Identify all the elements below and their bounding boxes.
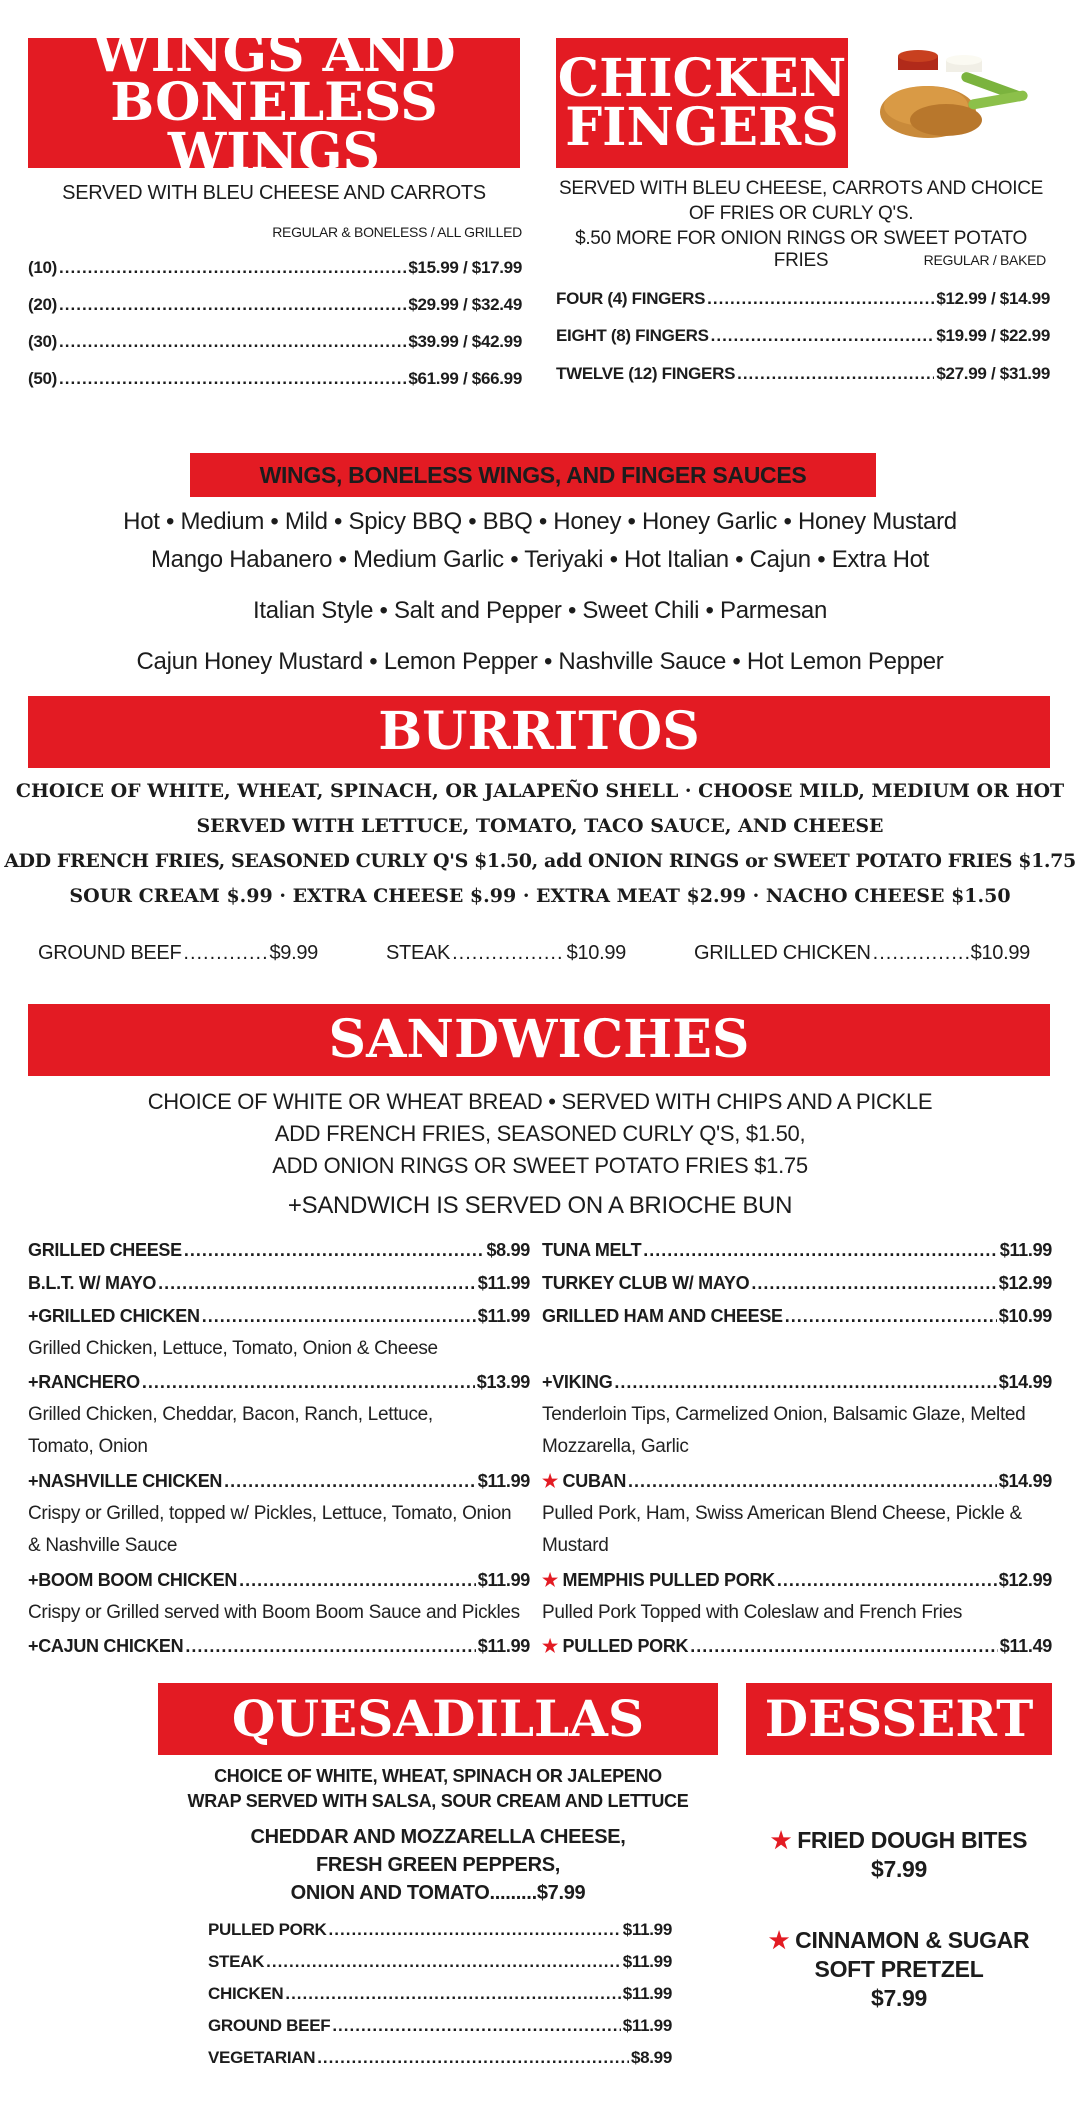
star-icon: ★ <box>542 1570 558 1590</box>
sauces-line: Hot • Medium • Mild • Spicy BBQ • BBQ • Honey • Honey Garlic • Honey Mustard <box>123 508 957 535</box>
sandwich-item <box>542 1570 1052 1591</box>
wings-item <box>28 258 522 278</box>
sandwich-item-name <box>542 1570 775 1591</box>
dessert-item <box>746 1926 1052 2013</box>
sandwich-item-price: $11.99 <box>477 1306 530 1326</box>
sandwich-item-price: $11.99 <box>477 1570 530 1590</box>
fingers-item-price: $27.99 / $31.99 <box>936 364 1050 383</box>
sandwich-item-description: Crispy or Grilled, topped w/ Pickles, Lettuce, Tomato, Onion & Nashville Sauce <box>28 1503 512 1556</box>
quesadillas-title: QUESADILLAS <box>231 1689 645 1749</box>
sandwich-item-description: Crispy or Grilled served with Boom Boom Sauce and Pickles <box>28 1602 520 1623</box>
quesadillas-feature: ONION AND TOMATO.........$7.99 <box>290 1882 586 1904</box>
sandwich-item <box>28 1273 530 1294</box>
sandwich-item-name: +RANCHERO <box>28 1372 140 1392</box>
star-icon: ★ <box>542 1471 558 1491</box>
fingers-item-name: FOUR (4) FINGERS <box>556 289 706 308</box>
sandwiches-line: ADD ONION RINGS OR SWEET POTATO FRIES $1.75 <box>272 1153 808 1178</box>
quesadilla-item-name: CHICKEN <box>208 1984 284 2003</box>
sandwich-item-name: +NASHVILLE CHICKEN <box>28 1471 223 1491</box>
sandwich-item-description: Pulled Pork Topped with Coleslaw and French Fries <box>542 1602 963 1623</box>
sandwich-item-price: $11.99 <box>477 1471 530 1491</box>
wings-item-price: $29.99 / $32.49 <box>408 295 522 314</box>
sandwich-item-label: PULLED PORK <box>562 1636 689 1656</box>
sandwich-item <box>28 1636 530 1657</box>
sandwich-item-price: $11.99 <box>477 1273 530 1293</box>
quesadillas-line: CHOICE OF WHITE, WHEAT, SPINACH OR JALEPENO <box>214 1766 662 1786</box>
burritos-line: SERVED WITH LETTUCE, TOMATO, TACO SAUCE, AND CHEESE <box>196 815 884 837</box>
quesadilla-item-name: PULLED PORK <box>208 1920 327 1939</box>
sandwich-item-price: $10.99 <box>998 1306 1052 1326</box>
sauces-title: WINGS, BONELESS WINGS, AND FINGER SAUCES <box>259 461 807 488</box>
dessert-item <box>746 1826 1052 1884</box>
sandwich-item-description: Grilled Chicken, Cheddar, Bacon, Ranch, Lettuce, Tomato, Onion <box>28 1404 433 1457</box>
sandwiches-line: ADD FRENCH FRIES, SEASONED CURLY Q'S, $1.50, <box>274 1121 806 1146</box>
quesadilla-item-price: $11.99 <box>622 1952 672 1971</box>
burrito-item-name: GROUND BEEF <box>38 942 182 964</box>
dessert-item-price: $7.99 <box>870 1856 928 1882</box>
sandwich-item-label: MEMPHIS PULLED PORK <box>562 1570 775 1590</box>
sandwich-item <box>542 1372 1052 1393</box>
fingers-column-note: REGULAR / BAKED <box>923 252 1046 268</box>
quesadilla-item-name: STEAK <box>208 1952 265 1971</box>
dessert-item-price: $7.99 <box>870 1985 928 2011</box>
burrito-item-price: $10.99 <box>970 942 1030 964</box>
sandwich-item <box>542 1636 1052 1657</box>
fingers-item-name: EIGHT (8) FINGERS <box>556 326 709 345</box>
wings-title-line2: BONELESS WINGS <box>110 72 438 183</box>
quesadilla-item <box>208 1920 672 1940</box>
sandwich-item <box>542 1240 1052 1261</box>
fingers-title-line1: CHICKEN <box>557 47 847 109</box>
sandwich-item-name: GRILLED CHEESE <box>28 1240 182 1260</box>
dessert-item-name: SOFT PRETZEL <box>814 1956 984 1982</box>
quesadilla-item-name: GROUND BEEF <box>208 2016 331 2035</box>
sandwich-item-name: B.L.T. W/ MAYO <box>28 1273 157 1293</box>
sandwich-item-name: GRILLED HAM AND CHEESE <box>542 1306 783 1326</box>
wings-item-price: $15.99 / $17.99 <box>408 258 522 277</box>
sandwich-item <box>542 1306 1052 1327</box>
sandwich-item-price: $14.99 <box>998 1471 1052 1491</box>
sandwiches-title: SANDWICHES <box>328 1009 750 1071</box>
quesadilla-item <box>208 1952 672 1972</box>
fingers-item <box>556 326 1050 346</box>
sandwich-item-price: $14.99 <box>998 1372 1052 1392</box>
wings-item-name: (20) <box>28 295 58 314</box>
wings-item-price: $39.99 / $42.99 <box>408 332 522 351</box>
quesadilla-item <box>208 2048 672 2068</box>
sandwich-item-name <box>542 1636 688 1657</box>
star-icon: ★ <box>770 1827 792 1853</box>
burritos-line: SOUR CREAM $.99 · EXTRA CHEESE $.99 · EXTRA MEAT $2.99 · NACHO CHEESE $1.50 <box>69 885 1011 907</box>
sandwich-item <box>28 1372 530 1393</box>
dessert-title: DESSERT <box>764 1689 1034 1749</box>
fingers-title-line2: FINGERS <box>565 97 839 158</box>
sandwich-item-price: $13.99 <box>476 1372 530 1392</box>
fingers-subtitle-line2: OF FRIES OR CURLY Q'S. <box>688 203 914 224</box>
sauces-line: Italian Style • Salt and Pepper • Sweet Chili • Parmesan <box>252 597 828 624</box>
quesadilla-item <box>208 2016 672 2036</box>
sandwich-item-name: +VIKING <box>542 1372 613 1392</box>
wings-item <box>28 332 522 352</box>
sandwich-item-price: $11.49 <box>999 1636 1052 1656</box>
burrito-item <box>386 942 626 965</box>
fingers-item <box>556 364 1050 384</box>
sandwich-item-price: $11.99 <box>999 1240 1052 1260</box>
sandwich-item-description: Pulled Pork, Ham, Swiss American Blend Cheese, Pickle & Mustard <box>542 1503 1022 1556</box>
sandwich-item-name: +BOOM BOOM CHICKEN <box>28 1570 238 1590</box>
quesadillas-feature: FRESH GREEN PEPPERS, <box>315 1854 561 1876</box>
quesadilla-item-price: $11.99 <box>622 1920 672 1939</box>
dessert-item-name: CINNAMON & SUGAR <box>795 1927 1030 1953</box>
sandwich-item-price: $11.99 <box>477 1636 530 1656</box>
wings-item <box>28 295 522 315</box>
quesadillas-banner <box>158 1683 718 1755</box>
wings-subtitle: SERVED WITH BLEU CHEESE AND CARROTS <box>62 182 486 204</box>
fingers-subtitle-line1: SERVED WITH BLEU CHEESE, CARROTS AND CHOICE <box>558 178 1043 199</box>
quesadilla-item-price: $8.99 <box>630 2048 672 2067</box>
wings-banner <box>28 22 520 183</box>
star-icon: ★ <box>768 1927 790 1953</box>
burrito-item <box>38 942 318 965</box>
star-icon: ★ <box>542 1636 558 1656</box>
sandwich-item-price: $12.99 <box>998 1273 1052 1293</box>
quesadilla-item-name: VEGETARIAN <box>208 2048 316 2067</box>
sandwich-item-name: TUNA MELT <box>542 1240 642 1260</box>
sandwich-item-label: CUBAN <box>562 1471 627 1491</box>
sandwich-item <box>28 1240 530 1261</box>
dessert-item-name: FRIED DOUGH BITES <box>797 1827 1028 1853</box>
sandwiches-banner <box>28 1004 1050 1076</box>
burritos-title: BURRITOS <box>378 701 700 763</box>
dessert-banner <box>746 1683 1052 1755</box>
fingers-subtitle-line3: $.50 MORE FOR ONION RINGS OR SWEET POTATO FRIES <box>575 228 1027 271</box>
sandwich-item <box>28 1471 530 1492</box>
sandwich-item-name: +GRILLED CHICKEN <box>28 1306 200 1326</box>
sandwich-item-name: TURKEY CLUB W/ MAYO <box>542 1273 750 1293</box>
wings-item-name: (10) <box>28 258 58 277</box>
burrito-item-price: $10.99 <box>566 942 626 964</box>
burritos-line: ADD FRENCH FRIES, SEASONED CURLY Q'S $1.50, add ONION RINGS or SWEET POTATO FRIES $1.75 <box>4 850 1076 872</box>
sandwich-item-price: $8.99 <box>486 1240 530 1260</box>
burrito-item-name: STEAK <box>386 942 451 964</box>
fingers-item <box>556 289 1050 309</box>
wings-item <box>28 369 522 389</box>
burritos-banner <box>28 696 1050 768</box>
wings-item-price: $61.99 / $66.99 <box>408 369 522 388</box>
burrito-item-name: GRILLED CHICKEN <box>694 942 871 964</box>
sandwich-item <box>28 1570 530 1591</box>
wings-item-name: (50) <box>28 369 58 388</box>
sandwich-item-description: Tenderloin Tips, Carmelized Onion, Balsamic Glaze, Melted Mozzarella, Garlic <box>542 1404 1026 1457</box>
quesadillas-line: WRAP SERVED WITH SALSA, SOUR CREAM AND LETTUCE <box>187 1791 689 1811</box>
sauces-line: Mango Habanero • Medium Garlic • Teriyaki • Hot Italian • Cajun • Extra Hot <box>150 546 930 573</box>
sandwiches-line: CHOICE OF WHITE OR WHEAT BREAD • SERVED WITH CHIPS AND A PICKLE <box>147 1089 933 1114</box>
sandwich-item <box>542 1471 1052 1492</box>
burritos-line: CHOICE OF WHITE, WHEAT, SPINACH, OR JALAPEÑO SHELL · CHOOSE MILD, MEDIUM OR HOT <box>15 780 1065 802</box>
sandwich-item-name: +CAJUN CHICKEN <box>28 1636 184 1656</box>
sauces-banner <box>190 453 876 497</box>
sandwich-item <box>542 1273 1052 1294</box>
wings-item-name: (30) <box>28 332 58 351</box>
fingers-item-name: TWELVE (12) FINGERS <box>556 364 736 383</box>
sandwich-item-price: $12.99 <box>998 1570 1052 1590</box>
brioche-note: +SANDWICH IS SERVED ON A BRIOCHE BUN <box>287 1192 793 1219</box>
quesadillas-feature: CHEDDAR AND MOZZARELLA CHEESE, <box>250 1826 626 1848</box>
sauces-line: Cajun Honey Mustard • Lemon Pepper • Nashville Sauce • Hot Lemon Pepper <box>136 648 944 675</box>
fingers-item-price: $19.99 / $22.99 <box>936 326 1050 345</box>
sandwich-item-name <box>542 1471 626 1492</box>
burrito-item <box>694 942 1030 965</box>
sandwich-item <box>28 1306 530 1327</box>
fingers-banner <box>556 38 848 168</box>
quesadilla-item <box>208 1984 672 2004</box>
chicken-fingers-photo <box>868 40 1038 160</box>
quesadilla-item-price: $11.99 <box>622 1984 672 2003</box>
quesadilla-item-price: $11.99 <box>622 2016 672 2035</box>
wings-column-note: REGULAR & BONELESS / ALL GRILLED <box>272 224 522 240</box>
sandwich-item-description: Grilled Chicken, Lettuce, Tomato, Onion & Cheese <box>28 1338 438 1359</box>
burrito-item-price: $9.99 <box>269 942 318 964</box>
wings-title-line1: WINGS AND <box>92 22 456 84</box>
fingers-item-price: $12.99 / $14.99 <box>936 289 1050 308</box>
